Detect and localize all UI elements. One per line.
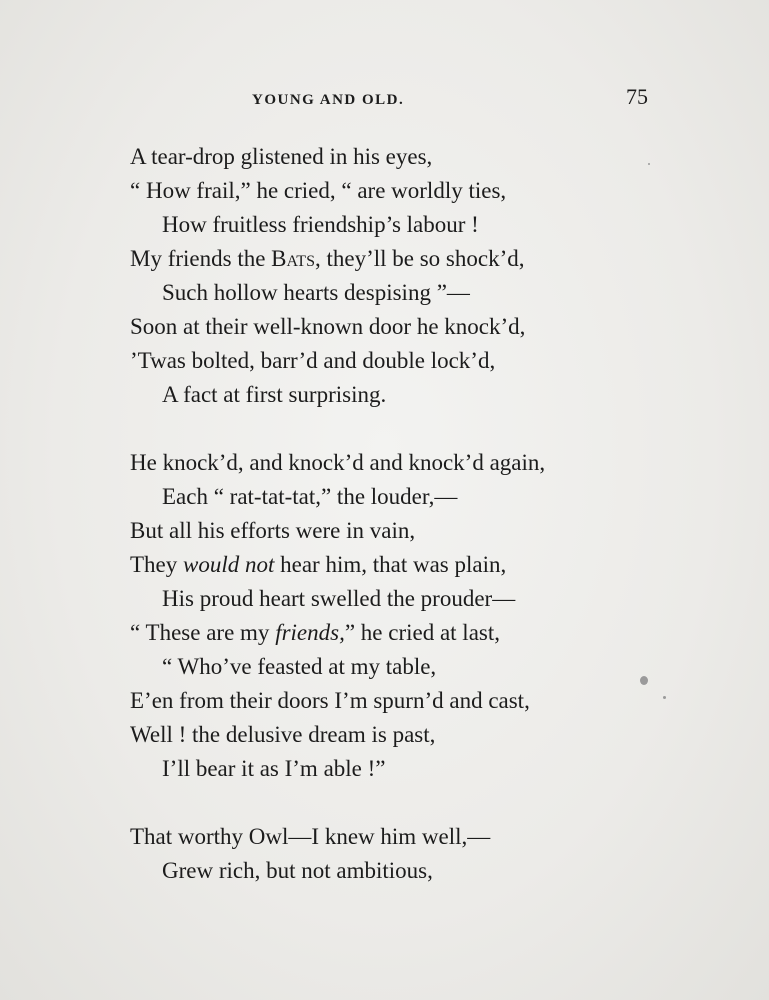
stanza-break bbox=[130, 786, 730, 820]
verse-line: Each “ rat-tat-tat,” the louder,— bbox=[162, 484, 458, 509]
italic-word: friends, bbox=[275, 620, 345, 645]
verse-line: His proud heart swelled the prouder— bbox=[162, 586, 516, 611]
verse-line: I’ll bear it as I’m able !” bbox=[162, 756, 386, 781]
verse-line: How fruitless friendship’s labour ! bbox=[162, 212, 479, 237]
running-title: YOUNG AND OLD. bbox=[252, 92, 405, 108]
verse-line: Soon at their well-known door he knock’d, bbox=[130, 314, 526, 339]
verse-line bbox=[130, 242, 730, 276]
verse-line: But all his efforts were in vain, bbox=[130, 518, 416, 543]
verse-line: Such hollow hearts despising ”— bbox=[162, 280, 470, 305]
verse-line: That worthy Owl—I knew him well,— bbox=[130, 824, 491, 849]
verse-line bbox=[130, 548, 730, 582]
verse-line: ’Twas bolted, barr’d and double lock’d, bbox=[130, 348, 496, 373]
verse-text: ” he cried at last, bbox=[344, 620, 500, 645]
verse-text: , they’ll be so shock’d, bbox=[314, 246, 525, 271]
verse-line: “ Who’ve feasted at my table, bbox=[162, 654, 437, 679]
verse-line bbox=[130, 616, 730, 650]
poem-text bbox=[130, 140, 730, 888]
stanza-break bbox=[130, 412, 730, 446]
page-number: 75 bbox=[626, 84, 648, 109]
verse-line: “ How frail,” he cried, “ are worldly ties, bbox=[130, 178, 507, 203]
small-caps-word: Bats bbox=[271, 246, 315, 271]
verse-line: A tear-drop glistened in his eyes, bbox=[130, 144, 433, 169]
verse-line: E’en from their doors I’m spurn’d and cast, bbox=[130, 688, 530, 713]
verse-text: “ These are my bbox=[130, 620, 276, 645]
verse-text: My friends the bbox=[130, 246, 272, 271]
verse-line: Well ! the delusive dream is past, bbox=[130, 722, 436, 747]
verse-text: They bbox=[130, 552, 184, 577]
verse-line: Grew rich, but not ambitious, bbox=[162, 858, 433, 883]
italic-words: would not bbox=[183, 552, 275, 577]
verse-line: A fact at first surprising. bbox=[162, 382, 387, 407]
verse-line: He knock’d, and knock’d and knock’d again, bbox=[130, 450, 546, 475]
verse-text: hear him, that was plain, bbox=[274, 552, 507, 577]
